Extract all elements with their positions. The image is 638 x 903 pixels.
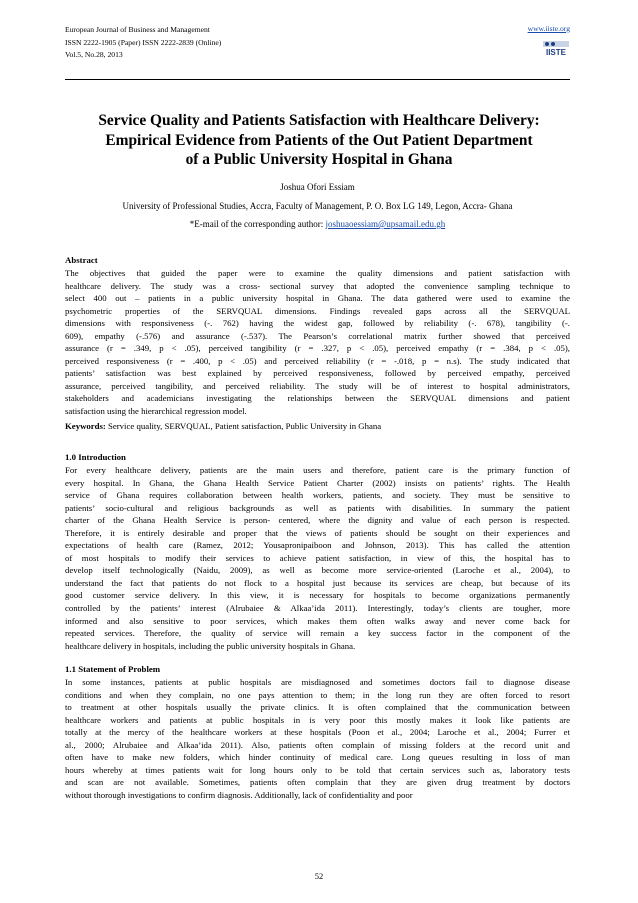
title-line: Service Quality and Patients Satisfaction with Healthcare Delivery: [98,112,540,129]
text-line: assurance (r = .349, p < .05), perceived tangibility (r = .327, p < .05), perceived empathy (r = .384, p < .05), [65,343,570,354]
page-number: 52 [314,871,324,881]
text-line: service of Ghana requires collaboration between health workers, patients, and society. They must be sensitive to [65,490,570,501]
text-line: al., 2000; Alrubaiee and Alkaa’ida 2011). Also, patients often complain of missing folders at the record unit and [65,739,570,750]
email-prefix: *E-mail of the corresponding author: [189,219,326,229]
abstract-heading: Abstract [65,255,98,265]
section-heading-problem: 1.1 Statement of Problem [65,664,161,674]
text-line: develop itself technologically (Naidu, 2009), as well as become more service-oriented (Laroche et al., 2004), to [65,565,570,576]
text-line: understand the fact that patients do not flock to a hospital just because its services are cheap, but because of its [65,577,570,588]
text-line: often have to make new folders, which hinder continuity of medical care. Long queues resulting in loss of man [65,752,570,763]
author-email-line [65,218,570,230]
text-line: In some instances, patients at public hospitals are misdiagnosed and sometimes doctors fail to diagnose disease [65,677,570,687]
text-line: healthcare delivery in hospitals, including the public university hospitals in Ghana. [65,640,356,651]
text-line: healthcare delivery. The study was a cross- sectional survey that adopted the convenience sampling technique to [65,280,570,291]
text-line: The objectives that guided the paper were to examine the quality dimensions and patient satisfaction with [65,268,570,278]
iiste-logo [541,38,571,58]
text-line: dimensions with responsiveness (-. 762) having the widest gap, followed by reliability (-. 678), tangibility (-. [65,318,570,329]
text-line: healthcare workers and patients at public hospitals in is very poor this mostly makes it look like patients are [65,714,570,725]
keywords-label: Keywords: [65,421,106,431]
text-line: perceived responsiveness (r = .400, p < .05) and perceived reliability (r = -.018, p = n.s). The study indicated that [65,355,570,366]
title-line: of a Public University Hospital in Ghana [185,151,453,168]
journal-issn: ISSN 2222-1905 (Paper) ISSN 2222-2839 (Online) [65,37,222,47]
text-line: charter of the Ghana Health Service is person- centered, where the dignity and value of each person is respected. [65,515,570,526]
text-line: totally at the mercy of the healthcare workers at these hospitals (Poon et al., 2004; Laroche et al., 2004; Furrer et [65,727,570,738]
abstract-body [65,267,570,418]
text-line: controlled by the patients’ interest (Alrubaiee & Alkaa’ida 2011). Interestingly, today’s clients are tougher, more [65,603,570,614]
title-line: Empirical Evidence from Patients of the Out Patient Department [105,131,533,149]
text-line: good customer service delivery. In this view, it is necessary for hospitals to become organizations permanently [65,590,570,601]
text-line: conditions and when they complain, no one pays attention to them; in the long run they are often forced to resort [65,689,570,700]
text-line: and scan are not available. Sometimes, patients often complain that they are given drug treatment by doctors [65,777,570,788]
text-line: without thorough investigations to confirm diagnosis. Additionally, lack of confidentiality and poor [65,789,413,800]
text-line: patients’ satisfaction was best explained by perceived responsiveness, followed by perceived empathy, perceived [65,368,570,379]
text-line: satisfaction using the hierarchical regression model. [65,406,247,417]
text-line: hours whereby at times patients wait for long hours only to be told that certain services such as, laboratory tests [65,764,570,775]
text-line: repeated services. Therefore, the quality of service will remain a key success factor in the component of the [65,628,570,639]
text-line: psychometric properties of the SERVQUAL dimensions. Findings revealed gaps across all the SERVQUAL [65,305,570,316]
text-line: 609), empathy (-.576) and assurance (-.537). The Pearson’s correlational matrix further showed that perceived [65,330,570,341]
introduction-body [65,464,570,652]
keywords-text: Service quality, SERVQUAL, Patient satisfaction, Public University in Ghana [105,421,382,431]
text-line: stakeholders and academicians investigating the relationships between the SERVQUAL dimensions and patient [65,393,570,404]
author-affiliation: University of Professional Studies, Accra, Faculty of Management, P. O. Box LG 149, Legon, Accra- Ghana [122,201,513,211]
header-divider [65,79,570,80]
text-line: assurance, perceived tangibility, and perceived reliability. The study will be of interest to hospital administrators, [65,380,570,391]
author-name: Joshua Ofori Essiam [280,182,355,192]
text-line: informed and also sensitive to poor services, which makes them often walks away and never come back for [65,615,570,626]
keywords [65,420,570,433]
text-line: expectations of health care (Ramez, 2012; Yousapronipaiboon and Johnson, 2013). This has called the attention [65,540,570,551]
section-heading-introduction: 1.0 Introduction [65,452,126,462]
text-line: Therefore, it is entirely desirable and proper that the views of patients should be sought on their experiences and [65,527,570,538]
text-line: to treatment at other hospitals usually the private clinics. It is often complained that the communication between [65,702,570,713]
text-line: of most hospitals to modify their services to achieve patient satisfaction, in view of this, the hospital has to [65,552,570,563]
journal-name: European Journal of Business and Management [65,25,210,34]
text-line: every hospital. In Ghana, the Ghana Health Service Patient Charter (2002) insists on patients’ rights. The Health [65,477,570,488]
journal-header [65,24,221,62]
author-email-link[interactable]: joshuaoessiam@upsamail.edu.gh [325,219,446,229]
text-line: patients’ socio-cultural and religious backgrounds as well as patients with disabilities. In summary the patient [65,502,570,513]
text-line: select 400 out – patients in a public university hospital in Ghana. The data gathered were used to examine the [65,293,570,304]
paper-title [62,111,576,170]
journal-website-link[interactable]: www.iiste.org [527,24,570,33]
text-line: For every healthcare delivery, patients are the main users and therefore, patient care is the primary function of [65,465,570,475]
journal-volume: Vol.5, No.28, 2013 [65,50,123,59]
svg-text:IISTE: IISTE [545,48,567,57]
problem-body [65,676,570,801]
iiste-logo-icon [541,38,571,58]
